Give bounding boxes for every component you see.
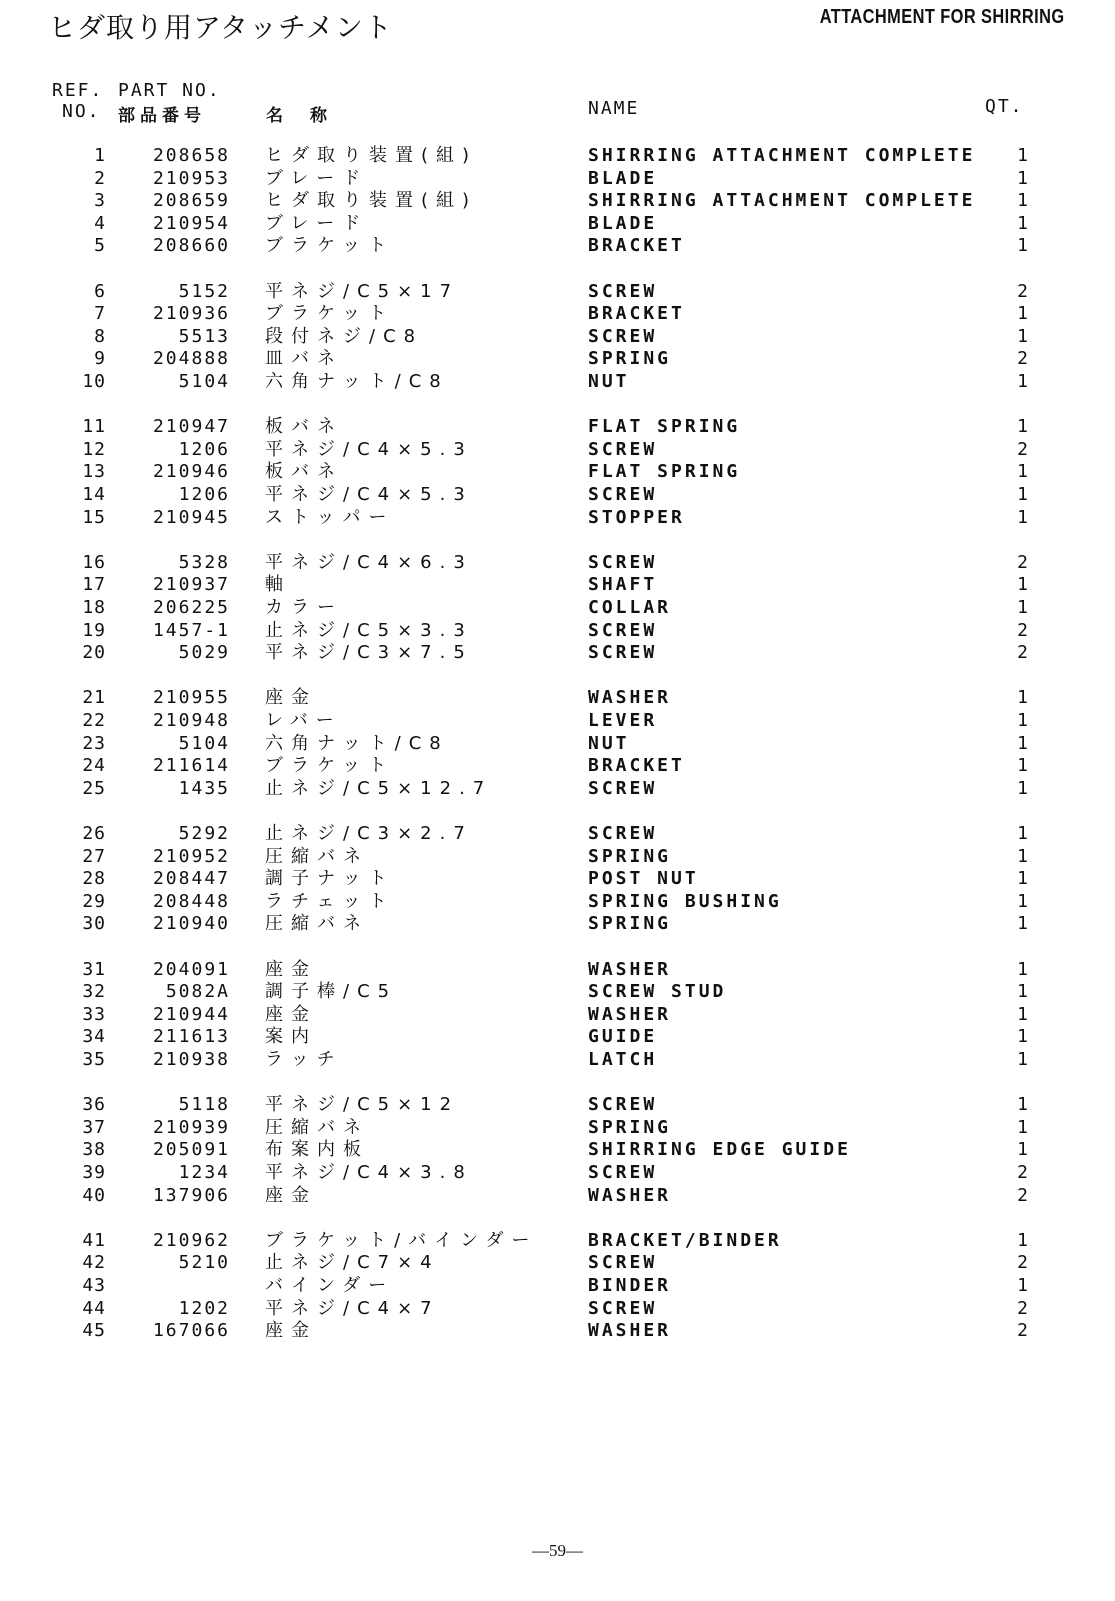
ref-no: 27	[82, 845, 106, 867]
part-no: 204091	[152, 958, 230, 980]
table-row	[0, 867, 1115, 891]
name-en: SHIRRING ATTACHMENT COMPLETE	[588, 190, 976, 212]
quantity: 2	[1017, 1184, 1028, 1206]
name-en: WASHER	[588, 1184, 672, 1206]
quantity: 1	[1017, 777, 1028, 799]
quantity: 1	[1017, 845, 1028, 867]
name-en: SCREW	[588, 438, 658, 460]
ref-no: 31	[82, 958, 106, 980]
name-jp: 布案内板	[265, 1139, 369, 1161]
name-en: SPRING BUSHING	[588, 890, 782, 912]
table-row	[0, 1138, 1115, 1162]
name-jp: 止ネジ/C5×3.3	[265, 619, 473, 641]
table-row	[0, 958, 1115, 982]
quantity: 2	[1017, 551, 1028, 573]
table-row	[0, 573, 1115, 597]
ref-no: 19	[82, 619, 106, 641]
quantity: 1	[1017, 1049, 1028, 1070]
table-row	[0, 596, 1115, 620]
part-no: 137906	[152, 1184, 230, 1206]
name-en: SCREW	[588, 1252, 658, 1274]
quantity: 1	[1017, 190, 1028, 212]
part-no: 5082A	[165, 981, 230, 1003]
name-jp: ブレード	[265, 167, 369, 189]
name-jp: カラー	[265, 597, 343, 618]
quantity: 1	[1017, 597, 1028, 618]
name-jp: 止ネジ/C5×12.7	[265, 777, 493, 799]
name-en: SPRING	[588, 348, 672, 370]
part-no: 210955	[152, 687, 230, 709]
table-row	[0, 551, 1115, 575]
quantity: 1	[1017, 1116, 1028, 1138]
name-en: WASHER	[588, 958, 672, 980]
part-no: 5292	[178, 823, 230, 844]
name-en: BINDER	[588, 1275, 672, 1296]
page-number: —59—	[532, 1541, 583, 1560]
part-no: 1206	[178, 438, 230, 460]
header-part-line1: PART NO.	[118, 80, 221, 101]
table-row	[0, 212, 1115, 236]
part-no: 208660	[152, 235, 230, 257]
part-no: 5029	[178, 642, 230, 664]
name-jp: 圧縮バネ	[265, 913, 369, 935]
table-row	[0, 822, 1115, 846]
ref-no: 33	[82, 1003, 106, 1025]
part-no: 210948	[152, 710, 230, 731]
name-jp: ストッパー	[265, 506, 395, 528]
name-en: BLADE	[588, 212, 658, 234]
quantity: 1	[1017, 484, 1028, 505]
name-jp: レバー	[265, 710, 342, 731]
ref-no: 15	[82, 506, 106, 528]
ref-no: 25	[82, 777, 106, 799]
quantity: 1	[1017, 371, 1028, 392]
name-en: WASHER	[588, 687, 672, 709]
name-jp: ブレード	[265, 212, 369, 234]
table-row	[0, 506, 1115, 530]
name-jp: 座金	[265, 1320, 317, 1342]
table-row	[0, 1048, 1115, 1072]
header-ref-line2: NO.	[62, 101, 101, 122]
name-en: SHIRRING ATTACHMENT COMPLETE	[588, 145, 976, 166]
name-en: FLAT SPRING	[588, 461, 741, 483]
name-jp: 圧縮バネ	[265, 1116, 369, 1138]
name-jp: 調子棒/C5	[265, 981, 398, 1003]
part-no: 1234	[178, 1162, 230, 1183]
ref-no: 41	[82, 1229, 106, 1251]
part-no: 5328	[178, 551, 230, 573]
part-no: 1202	[178, 1297, 230, 1319]
part-no: 5104	[178, 371, 230, 392]
ref-no: 18	[82, 597, 106, 618]
part-no: 208447	[152, 868, 230, 890]
table-row	[0, 189, 1115, 213]
part-no: 205091	[152, 1139, 230, 1161]
name-jp: 止ネジ/C3×2.7	[265, 823, 473, 844]
name-en: BRACKET	[588, 755, 685, 777]
name-jp: 調子ナット	[265, 868, 395, 890]
ref-no: 6	[94, 280, 106, 302]
ref-no: 36	[82, 1094, 106, 1116]
part-no: 5513	[178, 325, 230, 347]
quantity: 2	[1017, 280, 1028, 302]
quantity: 1	[1017, 981, 1028, 1003]
part-no: 208448	[152, 890, 230, 912]
name-en: SCREW	[588, 325, 658, 347]
ref-no: 34	[82, 1026, 106, 1048]
name-jp: 圧縮バネ	[265, 845, 369, 867]
ref-no: 39	[82, 1162, 106, 1183]
name-jp: ヒダ取り装置(組)	[265, 190, 478, 212]
table-row	[0, 1003, 1115, 1027]
name-en: BRACKET/BINDER	[588, 1229, 782, 1251]
ref-no: 38	[82, 1139, 106, 1161]
table-row	[0, 890, 1115, 914]
part-no: 204888	[152, 348, 230, 370]
name-jp: バインダー	[265, 1275, 395, 1296]
name-en: LEVER	[588, 710, 658, 731]
name-jp: 六角ナット/C8	[265, 371, 449, 392]
part-no: 210953	[152, 167, 230, 189]
name-en: SCREW	[588, 823, 658, 844]
quantity: 1	[1017, 913, 1028, 935]
name-en: LATCH	[588, 1049, 658, 1070]
name-en: SPRING	[588, 1116, 672, 1138]
ref-no: 24	[82, 755, 106, 777]
quantity: 1	[1017, 416, 1028, 438]
name-en: SCREW	[588, 280, 658, 302]
ref-no: 35	[82, 1049, 106, 1070]
quantity: 1	[1017, 890, 1028, 912]
ref-no: 12	[82, 438, 106, 460]
quantity: 1	[1017, 823, 1028, 844]
ref-no: 2	[94, 167, 106, 189]
name-en: SCREW	[588, 1297, 658, 1319]
name-jp: ブラケット	[265, 235, 395, 257]
quantity: 2	[1017, 1162, 1028, 1183]
part-no: 5210	[178, 1252, 230, 1274]
name-jp: ラッチ	[265, 1049, 343, 1070]
ref-no: 7	[94, 303, 106, 325]
quantity: 1	[1017, 303, 1028, 325]
quantity: 1	[1017, 732, 1028, 754]
ref-no: 32	[82, 981, 106, 1003]
part-no: 1435	[178, 777, 230, 799]
table-row	[0, 280, 1115, 304]
name-en: SHAFT	[588, 574, 658, 596]
quantity: 1	[1017, 325, 1028, 347]
header-name-en: NAME	[588, 98, 640, 119]
quantity: 2	[1017, 348, 1028, 370]
quantity: 1	[1017, 1229, 1028, 1251]
table-row	[0, 144, 1115, 168]
page-title-en: ATTACHMENT FOR SHIRRING	[820, 6, 1065, 28]
part-no: 210947	[152, 416, 230, 438]
table-row	[0, 686, 1115, 710]
name-jp: 平ネジ/C5×17	[265, 280, 460, 302]
name-jp: ヒダ取り装置(組)	[265, 145, 478, 166]
quantity: 1	[1017, 868, 1028, 890]
table-row	[0, 1161, 1115, 1185]
table-row	[0, 370, 1115, 394]
ref-no: 23	[82, 732, 106, 754]
part-no: 5152	[178, 280, 230, 302]
name-jp: 止ネジ/C7×4	[265, 1252, 440, 1274]
quantity: 1	[1017, 687, 1028, 709]
name-en: SCREW	[588, 777, 658, 799]
ref-no: 22	[82, 710, 106, 731]
table-row	[0, 347, 1115, 371]
name-jp: 平ネジ/C4×5.3	[265, 484, 473, 505]
table-row	[0, 167, 1115, 191]
part-no: 167066	[152, 1320, 230, 1342]
ref-no: 1	[94, 145, 106, 166]
quantity: 1	[1017, 1026, 1028, 1048]
name-jp: 案内	[265, 1026, 317, 1048]
quantity: 1	[1017, 145, 1028, 166]
name-jp: 座金	[265, 1003, 317, 1025]
ref-no: 37	[82, 1116, 106, 1138]
table-row	[0, 980, 1115, 1004]
header-name-jp: 名 称	[266, 106, 332, 126]
name-en: STOPPER	[588, 506, 685, 528]
table-row	[0, 483, 1115, 507]
table-row	[0, 732, 1115, 756]
part-no: 206225	[152, 597, 230, 618]
ref-no: 11	[82, 416, 106, 438]
part-no: 211614	[152, 755, 230, 777]
name-jp: 板バネ	[265, 461, 343, 483]
ref-no: 13	[82, 461, 106, 483]
quantity: 2	[1017, 438, 1028, 460]
ref-no: 42	[82, 1252, 106, 1274]
name-en: NUT	[588, 371, 630, 392]
ref-no: 26	[82, 823, 106, 844]
name-jp: 皿バネ	[265, 348, 343, 370]
name-en: BLADE	[588, 167, 658, 189]
table-row	[0, 777, 1115, 801]
table-row	[0, 302, 1115, 326]
name-jp: ブラケット	[265, 755, 395, 777]
name-jp: 六角ナット/C8	[265, 732, 449, 754]
ref-no: 3	[94, 190, 106, 212]
name-en: SCREW	[588, 484, 658, 505]
name-en: WASHER	[588, 1003, 672, 1025]
ref-no: 30	[82, 913, 106, 935]
name-en: WASHER	[588, 1320, 672, 1342]
quantity: 1	[1017, 506, 1028, 528]
part-no: 210938	[152, 1049, 230, 1070]
quantity: 1	[1017, 1275, 1028, 1296]
quantity: 2	[1017, 642, 1028, 664]
part-no: 210944	[152, 1003, 230, 1025]
quantity: 2	[1017, 1320, 1028, 1342]
ref-no: 20	[82, 642, 106, 664]
part-no: 210946	[152, 461, 230, 483]
name-en: BRACKET	[588, 303, 685, 325]
ref-no: 29	[82, 890, 106, 912]
part-no: 210945	[152, 506, 230, 528]
header-ref-line1: REF.	[52, 80, 104, 101]
name-jp: 平ネジ/C4×5.3	[265, 438, 473, 460]
table-row	[0, 845, 1115, 869]
ref-no: 45	[82, 1320, 106, 1342]
table-row	[0, 1116, 1115, 1140]
quantity: 1	[1017, 1139, 1028, 1161]
quantity: 1	[1017, 167, 1028, 189]
table-row	[0, 1229, 1115, 1253]
part-no: 211613	[152, 1026, 230, 1048]
table-row	[0, 1025, 1115, 1049]
part-no: 208658	[152, 145, 230, 166]
header-qty: QT.	[985, 96, 1024, 117]
name-en: GUIDE	[588, 1026, 658, 1048]
table-row	[0, 460, 1115, 484]
quantity: 1	[1017, 461, 1028, 483]
name-jp: 座金	[265, 958, 317, 980]
part-no: 208659	[152, 190, 230, 212]
name-en: POST NUT	[588, 868, 699, 890]
name-jp: 座金	[265, 1184, 317, 1206]
name-jp: 段付ネジ/C8	[265, 325, 424, 347]
name-en: NUT	[588, 732, 630, 754]
name-jp: 平ネジ/C3×7.5	[265, 642, 473, 664]
quantity: 1	[1017, 1003, 1028, 1025]
name-en: SCREW STUD	[588, 981, 727, 1003]
quantity: 1	[1017, 710, 1028, 731]
name-jp: 平ネジ/C5×12	[265, 1094, 460, 1116]
name-jp: 平ネジ/C4×6.3	[265, 551, 473, 573]
table-row	[0, 438, 1115, 462]
name-jp: ラチェット	[265, 890, 395, 912]
table-row	[0, 325, 1115, 349]
part-no: 210954	[152, 212, 230, 234]
part-no: 1206	[178, 484, 230, 505]
table-row	[0, 1251, 1115, 1275]
name-jp: ブラケット/バインダー	[265, 1229, 538, 1251]
name-en: SCREW	[588, 619, 658, 641]
part-no: 210939	[152, 1116, 230, 1138]
name-jp: 平ネジ/C4×3.8	[265, 1162, 473, 1183]
ref-no: 40	[82, 1184, 106, 1206]
table-row	[0, 641, 1115, 665]
ref-no: 8	[94, 325, 106, 347]
ref-no: 28	[82, 868, 106, 890]
part-no: 1457-1	[152, 619, 230, 641]
quantity: 1	[1017, 235, 1028, 257]
part-no: 5104	[178, 732, 230, 754]
name-en: FLAT SPRING	[588, 416, 741, 438]
part-no: 210940	[152, 913, 230, 935]
quantity: 1	[1017, 755, 1028, 777]
part-no: 210936	[152, 303, 230, 325]
name-en: SPRING	[588, 913, 672, 935]
table-row	[0, 1319, 1115, 1343]
name-en: SCREW	[588, 551, 658, 573]
name-en: SCREW	[588, 642, 658, 664]
table-row	[0, 234, 1115, 258]
table-row	[0, 1297, 1115, 1321]
ref-no: 17	[82, 574, 106, 596]
quantity: 2	[1017, 1252, 1028, 1274]
name-jp: 座金	[265, 687, 317, 709]
table-row	[0, 1274, 1115, 1298]
table-row	[0, 415, 1115, 439]
part-no: 210952	[152, 845, 230, 867]
ref-no: 10	[82, 371, 106, 392]
quantity: 2	[1017, 619, 1028, 641]
table-row	[0, 709, 1115, 733]
part-no: 210937	[152, 574, 230, 596]
name-en: SCREW	[588, 1162, 658, 1183]
name-en: BRACKET	[588, 235, 685, 257]
table-row	[0, 1184, 1115, 1208]
quantity: 1	[1017, 212, 1028, 234]
quantity: 1	[1017, 574, 1028, 596]
ref-no: 44	[82, 1297, 106, 1319]
name-en: COLLAR	[588, 597, 672, 618]
name-jp: 平ネジ/C4×7	[265, 1297, 440, 1319]
ref-no: 4	[94, 212, 106, 234]
name-en: SHIRRING EDGE GUIDE	[588, 1139, 851, 1161]
name-en: SCREW	[588, 1094, 658, 1116]
table-row	[0, 912, 1115, 936]
table-row	[0, 754, 1115, 778]
quantity: 1	[1017, 1094, 1028, 1116]
quantity: 2	[1017, 1297, 1028, 1319]
ref-no: 43	[82, 1275, 106, 1296]
name-en: SPRING	[588, 845, 672, 867]
name-jp: 軸	[265, 574, 291, 596]
name-jp: ブラケット	[265, 303, 395, 325]
ref-no: 9	[94, 348, 106, 370]
part-no: 5118	[178, 1094, 230, 1116]
page-title-jp: ヒダ取り用アタッチメント	[48, 11, 393, 44]
ref-no: 5	[94, 235, 106, 257]
ref-no: 16	[82, 551, 106, 573]
table-row	[0, 619, 1115, 643]
ref-no: 14	[82, 484, 106, 505]
name-jp: 板バネ	[265, 416, 343, 438]
ref-no: 21	[82, 687, 106, 709]
part-no: 210962	[152, 1229, 230, 1251]
header-part-line2: 部品番号	[118, 106, 206, 126]
quantity: 1	[1017, 958, 1028, 980]
table-row	[0, 1093, 1115, 1117]
